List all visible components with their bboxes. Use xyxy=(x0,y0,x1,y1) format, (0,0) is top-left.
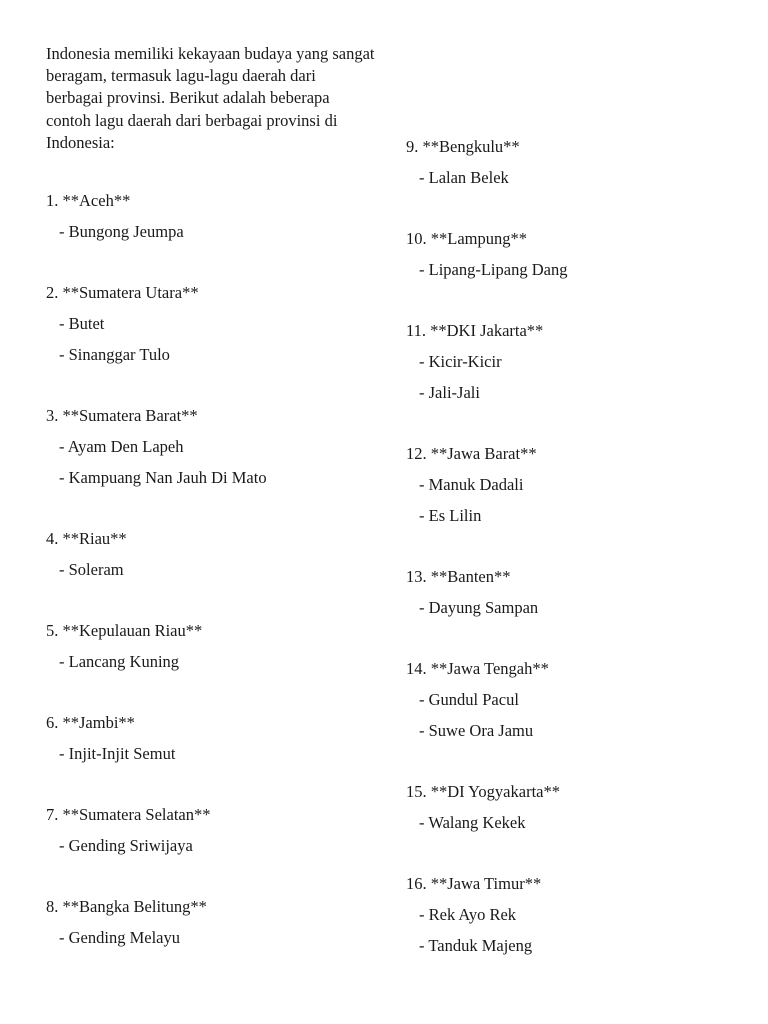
section-gap xyxy=(406,190,736,227)
section-gap xyxy=(46,244,376,281)
song-item: - Gundul Pacul xyxy=(419,690,519,709)
song-item: - Suwe Ora Jamu xyxy=(419,721,534,740)
section-gap xyxy=(406,405,736,442)
song-item: - Walang Kekek xyxy=(419,813,526,832)
section-gap xyxy=(46,490,376,527)
right-column xyxy=(406,135,736,958)
song-item: - Gending Sriwijaya xyxy=(59,836,193,855)
section-gap xyxy=(46,582,376,619)
section-gap xyxy=(406,620,736,657)
province-title: 6. **Jambi** xyxy=(46,713,135,732)
province-entry xyxy=(46,527,376,582)
song-item: - Injit-Injit Semut xyxy=(59,744,176,763)
song-item: - Es Lilin xyxy=(419,506,482,525)
province-title: 5. **Kepulauan Riau** xyxy=(46,621,203,640)
song-item: - Tanduk Majeng xyxy=(419,936,533,955)
province-entry xyxy=(46,404,376,490)
province-entry xyxy=(406,135,736,190)
province-title: 9. **Bengkulu** xyxy=(406,137,520,156)
section-gap xyxy=(46,367,376,404)
province-entry xyxy=(406,872,736,958)
song-item: - Kampuang Nan Jauh Di Mato xyxy=(59,468,267,487)
left-column xyxy=(46,189,376,950)
province-entry xyxy=(406,227,736,282)
province-title: 1. **Aceh** xyxy=(46,191,131,210)
song-item: - Lipang-Lipang Dang xyxy=(419,260,568,279)
province-entry xyxy=(46,711,376,766)
province-entry xyxy=(406,319,736,405)
province-entry xyxy=(406,657,736,743)
province-title: 13. **Banten** xyxy=(406,567,511,586)
province-title: 8. **Bangka Belitung** xyxy=(46,897,207,916)
section-gap xyxy=(46,766,376,803)
province-entry xyxy=(46,619,376,674)
song-item: - Bungong Jeumpa xyxy=(59,222,184,241)
province-entry xyxy=(406,442,736,528)
section-gap xyxy=(406,528,736,565)
province-title: 15. **DI Yogyakarta** xyxy=(406,782,560,801)
province-title: 10. **Lampung** xyxy=(406,229,527,248)
song-item: - Manuk Dadali xyxy=(419,475,524,494)
province-title: 7. **Sumatera Selatan** xyxy=(46,805,211,824)
province-entry xyxy=(46,895,376,950)
province-title: 11. **DKI Jakarta** xyxy=(406,321,544,340)
section-gap xyxy=(46,858,376,895)
song-item: - Sinanggar Tulo xyxy=(59,345,170,364)
province-title: 3. **Sumatera Barat** xyxy=(46,406,198,425)
song-item: - Lalan Belek xyxy=(419,168,509,187)
province-entry xyxy=(406,780,736,835)
song-item: - Kicir-Kicir xyxy=(419,352,502,371)
province-entry xyxy=(46,803,376,858)
song-item: - Lancang Kuning xyxy=(59,652,180,671)
song-item: - Jali-Jali xyxy=(419,383,480,402)
intro-paragraph: Indonesia memiliki kekayaan budaya yang sangat beragam, termasuk lagu-lagu daerah dari berbagai provinsi. Berikut adalah beberapa contoh lagu daerah dari berbagai provinsi di Indonesia: xyxy=(46,44,375,152)
province-title: 14. **Jawa Tengah** xyxy=(406,659,549,678)
song-item: - Dayung Sampan xyxy=(419,598,539,617)
province-title: 16. **Jawa Timur** xyxy=(406,874,542,893)
section-gap xyxy=(406,743,736,780)
section-gap xyxy=(406,282,736,319)
province-title: 2. **Sumatera Utara** xyxy=(46,283,199,302)
song-item: - Gending Melayu xyxy=(59,928,180,947)
province-title: 4. **Riau** xyxy=(46,529,127,548)
province-entry xyxy=(46,189,376,244)
song-item: - Rek Ayo Rek xyxy=(419,905,517,924)
province-entry xyxy=(406,565,736,620)
song-item: - Soleram xyxy=(59,560,124,579)
province-entry xyxy=(46,281,376,367)
song-item: - Butet xyxy=(59,314,105,333)
section-gap xyxy=(406,835,736,872)
section-gap xyxy=(46,674,376,711)
province-title: 12. **Jawa Barat** xyxy=(406,444,537,463)
song-item: - Ayam Den Lapeh xyxy=(59,437,184,456)
